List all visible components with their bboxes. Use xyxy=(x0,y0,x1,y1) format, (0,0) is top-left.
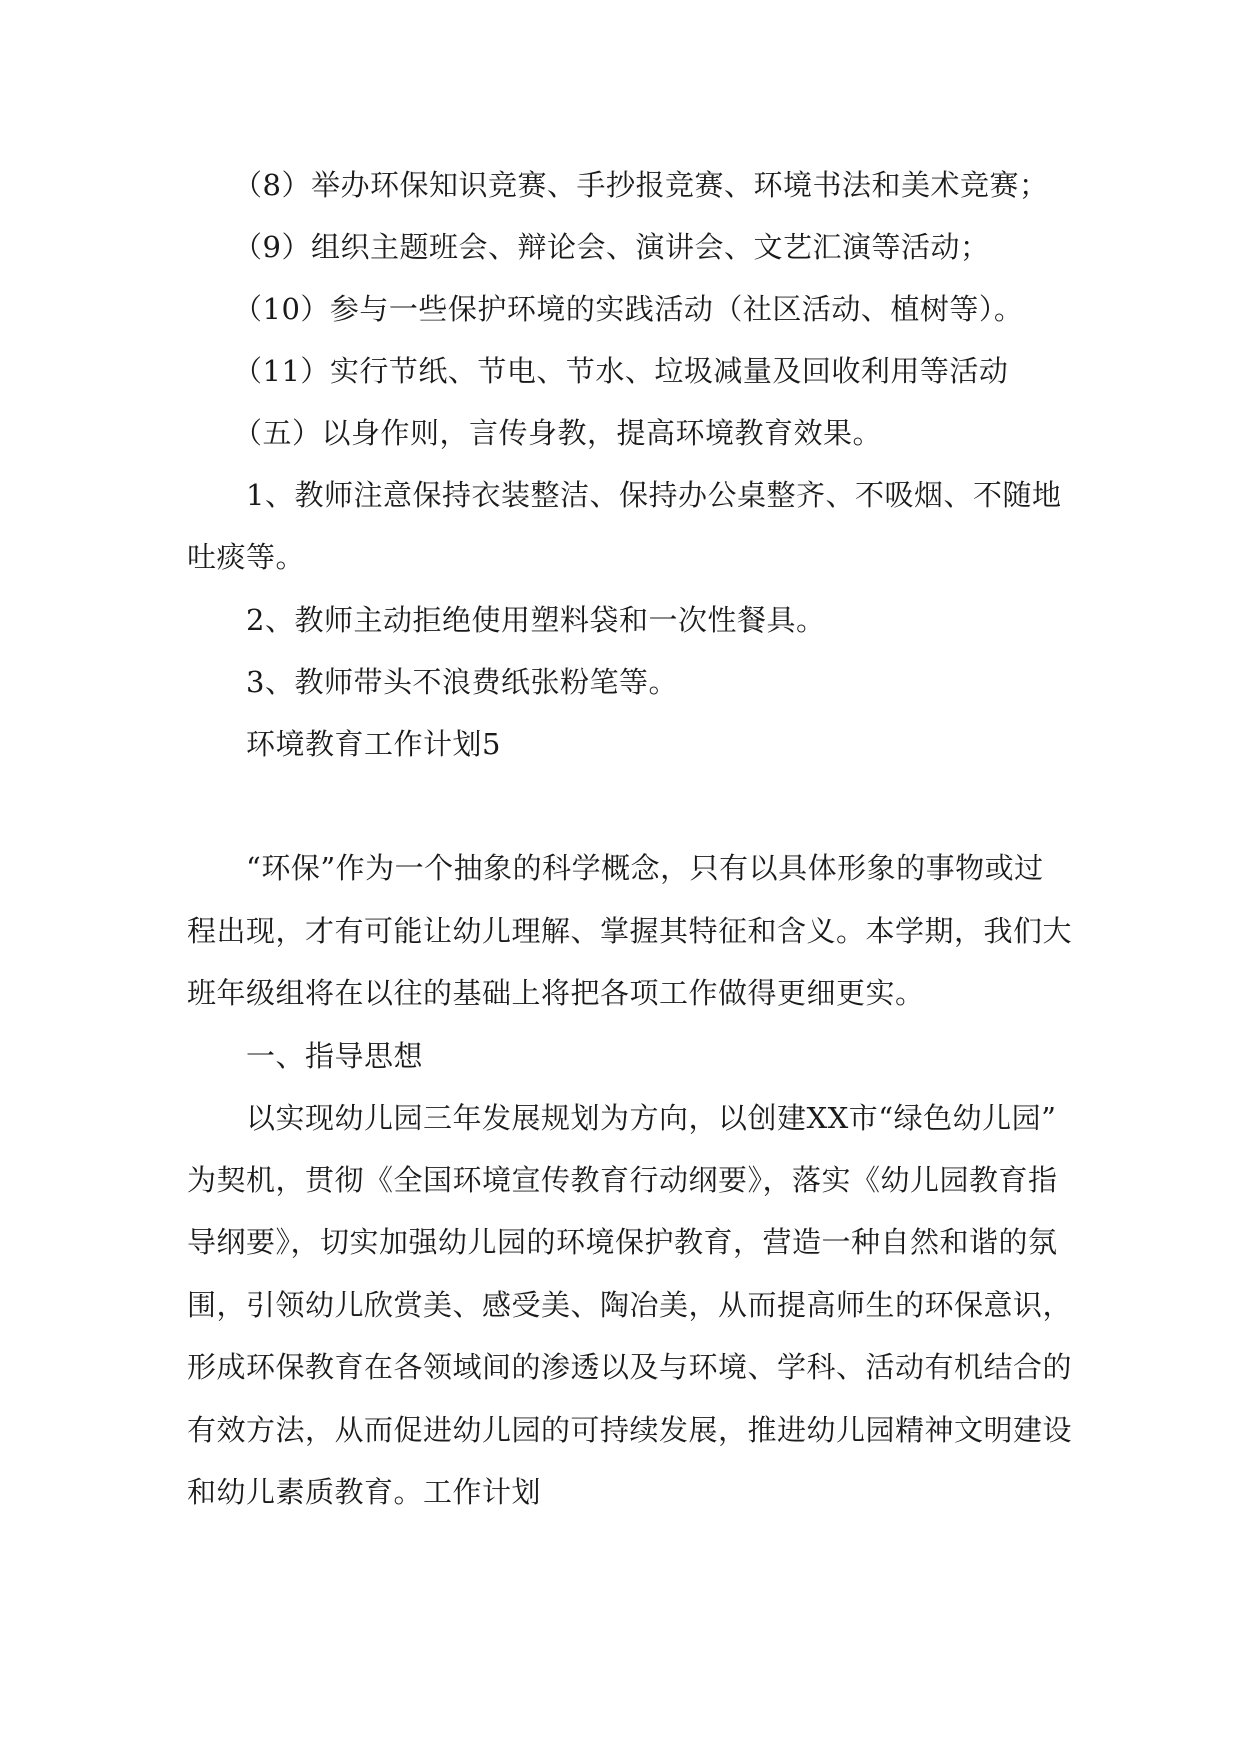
text-line-item-8: （8）举办环保知识竞赛、手抄报竞赛、环境书法和美术竞赛； xyxy=(233,168,1049,202)
text-line-point-1-cont: 吐痰等。 xyxy=(187,540,306,574)
paragraph-guiding-line-3: 导纲要》，切实加强幼儿园的环境保护教育，营造一种自然和谐的氛 xyxy=(187,1225,1058,1259)
text-line-item-11: （11）实行节纸、节电、节水、垃圾减量及回收利用等活动 xyxy=(233,354,1009,388)
text-line-item-9: （9）组织主题班会、辩论会、演讲会、文艺汇演等活动； xyxy=(233,230,990,264)
paragraph-guiding-line-4: 围，引领幼儿欣赏美、感受美、陶冶美，从而提高师生的环保意识， xyxy=(187,1288,1073,1322)
paragraph-guiding-line-7: 和幼儿素质教育。工作计划 xyxy=(187,1475,542,1509)
section-heading-five: （五）以身作则，言传身教，提高环境教育效果。 xyxy=(233,416,883,450)
paragraph-guiding-line-1: 以实现幼儿园三年发展规划为方向，以创建XX市“绿色幼儿园” xyxy=(246,1101,1057,1135)
plan-title: 环境教育工作计划5 xyxy=(246,727,501,761)
paragraph-intro-line-3: 班年级组将在以往的基础上将把各项工作做得更细更实。 xyxy=(187,976,925,1010)
paragraph-intro-line-2: 程出现，才有可能让幼儿理解、掌握其特征和含义。本学期，我们大 xyxy=(187,914,1073,948)
text-line-point-2: 2、教师主动拒绝使用塑料袋和一次性餐具。 xyxy=(246,603,826,637)
paragraph-guiding-line-2: 为契机，贯彻《全国环境宣传教育行动纲要》，落实《幼儿园教育指 xyxy=(187,1163,1058,1197)
paragraph-intro-line-1: “环保”作为一个抽象的科学概念，只有以具体形象的事物或过 xyxy=(246,851,1044,885)
section-heading-guiding-thought: 一、指导思想 xyxy=(246,1039,424,1073)
paragraph-guiding-line-6: 有效方法，从而促进幼儿园的可持续发展，推进幼儿园精神文明建设 xyxy=(187,1413,1073,1447)
text-line-point-3: 3、教师带头不浪费纸张粉笔等。 xyxy=(246,665,678,699)
paragraph-guiding-line-5: 形成环保教育在各领域间的渗透以及与环境、学科、活动有机结合的 xyxy=(187,1350,1073,1384)
text-line-point-1: 1、教师注意保持衣装整洁、保持办公桌整齐、不吸烟、不随地 xyxy=(246,478,1062,512)
text-line-item-10: （10）参与一些保护环境的实践活动（社区活动、植树等）。 xyxy=(233,292,1024,326)
